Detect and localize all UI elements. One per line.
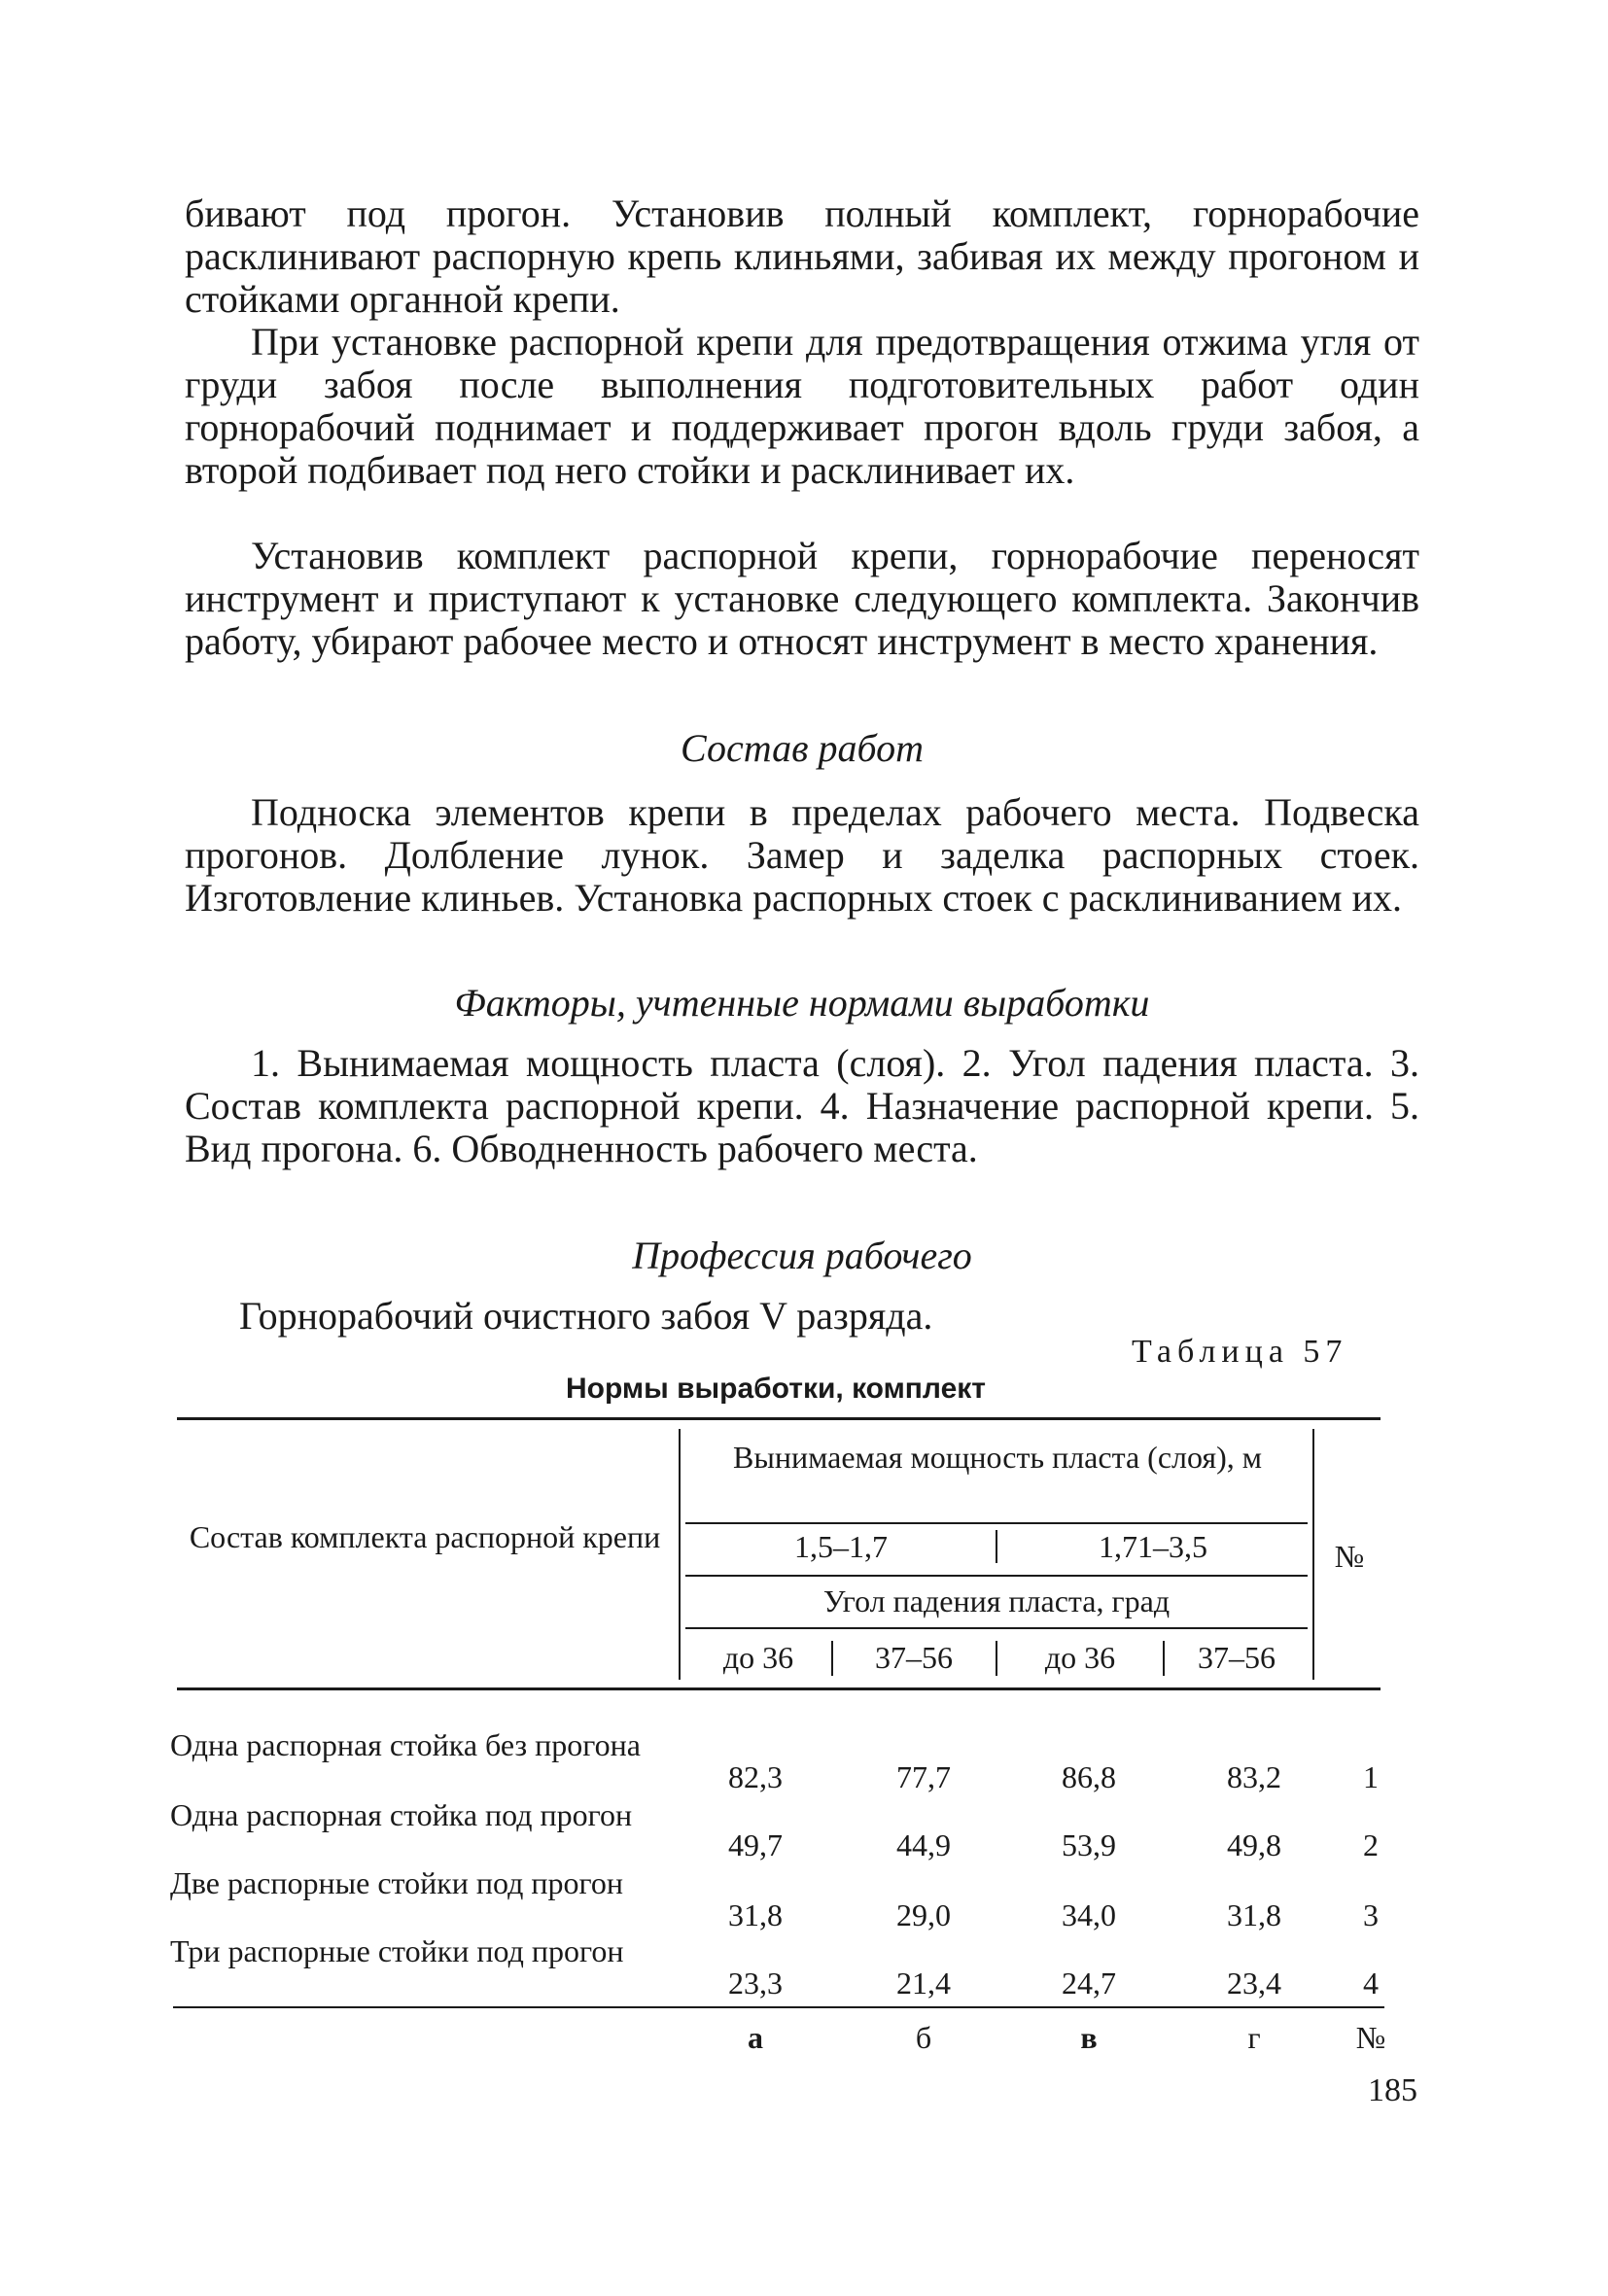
page-number: 185 [1368, 2072, 1417, 2108]
row-4-value-v: 24,7 [1062, 1966, 1116, 2000]
heading-factors: Факторы, учтенные нормами выработки [454, 981, 1150, 1025]
row-3-label: Две распорные стойки под прогон [170, 1865, 623, 1900]
header-thickness: Вынимаемая мощность пласта (слоя), м [733, 1440, 1262, 1475]
header-angle-3: до 36 [1044, 1640, 1116, 1675]
header-angle-1: до 36 [722, 1640, 794, 1675]
header-bottom-rule [177, 1687, 1381, 1690]
row-3-value-g: 31,8 [1227, 1897, 1281, 1932]
table-caption: Таблица 57 [1132, 1334, 1348, 1370]
header-angle-2: 37–56 [875, 1640, 953, 1675]
paragraph-5: 1. Вынимаемая мощность пласта (слоя). 2. Угол падения пласта. 3. Состав комплекта распорной крепи. 4. Назначение распорной крепи. 5. Вид прогона. 6. Обводненность рабочего места. [185, 1041, 1419, 1170]
header-rule-1 [685, 1522, 1308, 1524]
heading-profession: Профессия рабочего [632, 1234, 972, 1277]
footer-col-g: г [1247, 2020, 1261, 2055]
row-1-value-a: 82,3 [728, 1759, 783, 1794]
paragraph-1: бивают под прогон. Установив полный комплект, горнорабочие расклинивают распорную крепь клиньями, забивая их между прогоном и стойками органной крепи. [185, 191, 1419, 321]
paragraph-4: Подноска элементов крепи в пределах рабочего места. Подвеска прогонов. Долбление лунок. Замер и заделка распорных стоек. Изготовление клиньев. Установка распорных стоек с расклиниванием их. [185, 790, 1419, 920]
row-1-value-b: 77,7 [896, 1759, 951, 1794]
row-3-number: 3 [1363, 1897, 1379, 1932]
row-2-label: Одна распорная стойка под прогон [170, 1797, 633, 1832]
row-4-label: Три распорные стойки под прогон [170, 1933, 624, 1968]
header-rule-3 [685, 1627, 1308, 1629]
paragraph-6: Горнорабочий очистного забоя V разряда. [239, 1294, 933, 1338]
row-3-value-b: 29,0 [896, 1897, 951, 1932]
header-angle: Угол падения пласта, град [822, 1583, 1171, 1618]
table-top-rule [177, 1417, 1381, 1420]
header-composition: Состав комплекта распорной крепи [189, 1519, 661, 1554]
row-4-value-a: 23,3 [728, 1966, 783, 2000]
paragraph-3: Установив комплект распорной крепи, горнорабочие переносят инструмент и приступают к установке следующего комплекта. Закончив работу, убирают рабочее место и относят инструмент в место хранения. [185, 534, 1419, 663]
header-angle-4: 37–56 [1198, 1640, 1276, 1675]
heading-sostav-rabot: Состав работ [681, 726, 924, 770]
row-4-value-b: 21,4 [896, 1966, 951, 2000]
row-4-value-g: 23,4 [1227, 1966, 1281, 2000]
footer-col-number: № [1355, 2020, 1386, 2055]
header-thickness-1: 1,5–1,7 [794, 1529, 888, 1564]
row-1-value-v: 86,8 [1062, 1759, 1116, 1794]
row-1-label: Одна распорная стойка без прогона [170, 1727, 641, 1762]
table-bottom-rule [173, 2006, 1384, 2008]
row-1-value-g: 83,2 [1227, 1759, 1281, 1794]
footer-col-v: в [1080, 2020, 1098, 2055]
row-2-value-a: 49,7 [728, 1827, 783, 1862]
row-3-value-v: 34,0 [1062, 1897, 1116, 1932]
row-3-value-a: 31,8 [728, 1897, 783, 1932]
header-vrule-left [679, 1429, 681, 1680]
header-rule-2 [685, 1575, 1308, 1577]
header-thickness-2: 1,71–3,5 [1099, 1529, 1207, 1564]
row-2-value-b: 44,9 [896, 1827, 951, 1862]
row-1-number: 1 [1363, 1759, 1379, 1794]
footer-col-b: б [915, 2020, 932, 2055]
header-number: № [1334, 1539, 1365, 1574]
header-vrule-right [1312, 1429, 1314, 1680]
paragraph-2: При установке распорной крепи для предотвращения отжима угля от груди забоя после выполнения подготовительных работ один горнорабочий поднимает и поддерживает прогон вдоль груди забоя, а второй подбивает под него стойки и расклинивает их. [185, 320, 1419, 492]
row-2-number: 2 [1363, 1827, 1379, 1862]
footer-col-a: а [748, 2020, 763, 2055]
row-4-number: 4 [1363, 1966, 1379, 2000]
row-2-value-v: 53,9 [1062, 1827, 1116, 1862]
row-2-value-g: 49,8 [1227, 1827, 1281, 1862]
table-title: Нормы выработки, комплект [566, 1373, 986, 1405]
